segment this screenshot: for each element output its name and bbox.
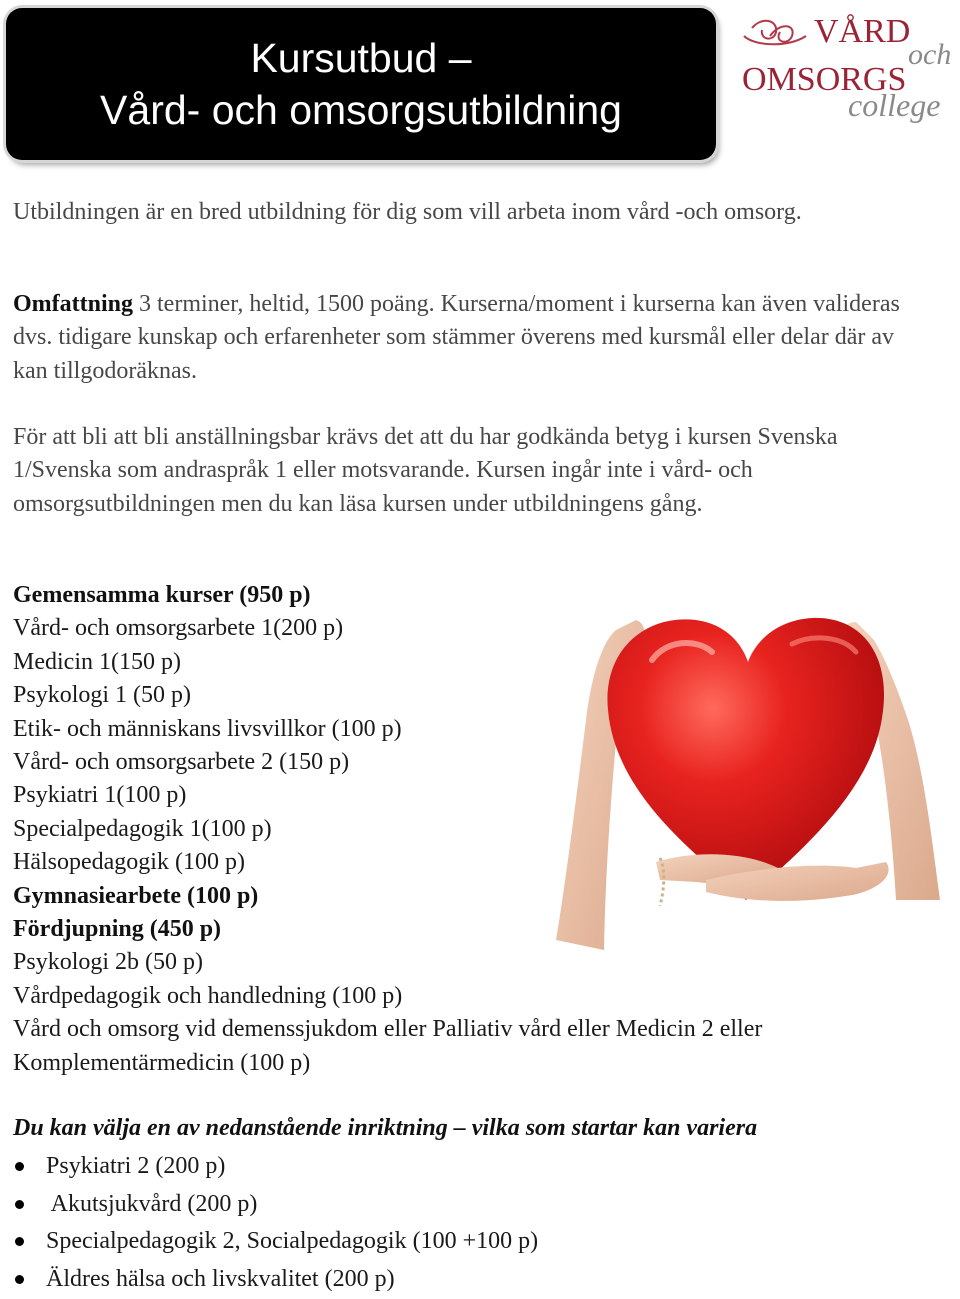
list-item: Äldres hälsa och livskvalitet (200 p): [13, 1261, 538, 1299]
gymnasiearbete-heading: Gymnasiearbete (100 p): [13, 882, 259, 909]
title-line-2: Vård- och omsorgsutbildning: [100, 87, 622, 133]
scope-text: 3 terminer, heltid, 1500 poäng. Kurserna/moment i kurserna kan även valideras dvs. tidigare kunskap och erfarenheter som stämmer överens med kursmål eller delar där av kan tillgodoräknas.: [13, 291, 900, 384]
title-line-1: Kursutbud –: [250, 35, 472, 81]
specialization-list: [13, 1148, 538, 1299]
course-item: Psykologi 1 (50 p): [13, 682, 192, 709]
common-courses-heading: Gemensamma kurser (950 p): [13, 582, 311, 608]
list-item: Specialpedagogik 2, Socialpedagogik (100 +100 p): [13, 1223, 538, 1261]
logo-word-och: och: [908, 38, 952, 71]
logo-word-college: college: [848, 87, 941, 123]
course-item: Psykologi 2b (50 p): [13, 949, 204, 976]
course-item: Specialpedagogik 1(100 p): [13, 815, 272, 842]
course-item: Medicin 1(150 p): [13, 648, 181, 675]
course-item: Etik- och människans livsvillkor (100 p): [13, 715, 402, 742]
heart-balloon-image: [556, 600, 940, 950]
scope-label: Omfattning: [13, 291, 133, 317]
course-item: Vårdpedagogik och handledning (100 p): [13, 982, 403, 1009]
logo-word-omsorgs: OMSORGS: [742, 61, 907, 98]
deepening-heading: Fördjupning (450 p): [13, 916, 222, 943]
list-item: Akutsjukvård (200 p): [13, 1186, 538, 1224]
intro-paragraph: Utbildningen är en bred utbildning för dig som vill arbeta inom vård -och omsorg.: [13, 199, 802, 225]
course-item: Vård och omsorg vid demenssjukdom eller Palliativ vård eller Medicin 2 eller Komplementärmedicin (100 p): [13, 1016, 763, 1076]
requirement-paragraph: För att bli att bli anställningsbar krävs det att du har godkända betyg i kursen Svenska 1/Svenska som andraspråk 1 eller motsvarande. Kursen ingår inte i vård- och omsorgsutbildningen men du kan läsa kursen under utbildningens gång.: [13, 424, 838, 517]
title-banner: [6, 8, 716, 160]
course-item: Vård- och omsorgsarbete 2 (150 p): [13, 749, 350, 776]
scope-paragraph: [13, 288, 913, 388]
course-item: Vård- och omsorgsarbete 1(200 p): [13, 615, 344, 642]
course-item: Hälsopedagogik (100 p): [13, 849, 245, 876]
list-item: Psykiatri 2 (200 p): [13, 1148, 538, 1186]
logo-word-vard: VÅRD: [814, 13, 911, 50]
specialization-heading: Du kan välja en av nedanstående inriktning – vilka som startar kan variera: [13, 1115, 758, 1141]
college-logo: [740, 6, 958, 134]
course-item: Psykiatri 1(100 p): [13, 782, 187, 809]
